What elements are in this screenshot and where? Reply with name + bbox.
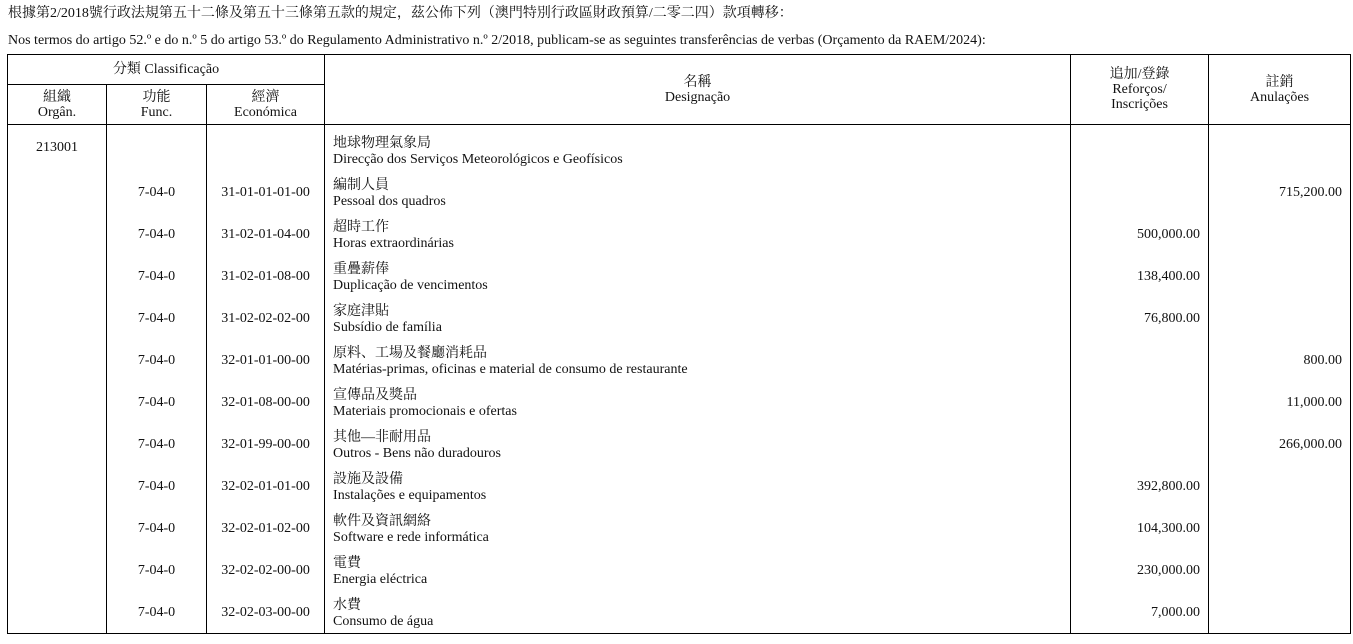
- designation-pt: Subsídio de família: [333, 319, 442, 335]
- organic-cell: [8, 297, 107, 339]
- annulment-amount: 715,200.00: [1209, 171, 1351, 213]
- reinforcements-header-pt2: Inscrições: [1111, 97, 1168, 112]
- organic-cell: [8, 381, 107, 423]
- economic-code: 32-02-01-02-00: [207, 507, 325, 549]
- designation-cell: [325, 591, 1071, 634]
- functional-code: 7-04-0: [107, 297, 207, 339]
- functional-code: 7-04-0: [107, 339, 207, 381]
- entity-annul-cell: [1209, 125, 1351, 171]
- reinforcement-amount: 138,400.00: [1071, 255, 1209, 297]
- organic-cell: [8, 213, 107, 255]
- designation-cell: [325, 549, 1071, 591]
- designation-zh: 原料、工場及餐廳消耗品: [333, 345, 488, 361]
- designation-header-zh: 名稱: [683, 74, 712, 90]
- organic-cell: [8, 255, 107, 297]
- economic-code: 31-02-02-02-00: [207, 297, 325, 339]
- reinforcements-header-pt1: Reforços/: [1112, 82, 1167, 97]
- table-row: [8, 549, 1351, 591]
- economic-header-zh: 經濟: [251, 89, 280, 105]
- functional-code: 7-04-0: [107, 213, 207, 255]
- functional-header-zh: 功能: [142, 89, 171, 105]
- designation-cell: [325, 339, 1071, 381]
- annulment-amount: [1209, 297, 1351, 339]
- reinforcement-amount: [1071, 339, 1209, 381]
- designation-zh: 家庭津貼: [333, 303, 390, 319]
- organic-header-zh: 組織: [43, 89, 71, 105]
- reinforcements-header-zh: 追加/登錄: [1109, 67, 1170, 82]
- reinforcements-header: [1071, 55, 1209, 125]
- organic-cell: [8, 549, 107, 591]
- designation-cell: [325, 171, 1071, 213]
- functional-code: 7-04-0: [107, 171, 207, 213]
- transfer-table: [7, 54, 1351, 634]
- annulment-amount: [1209, 591, 1351, 634]
- table-row: [8, 213, 1351, 255]
- entity-name-pt: Direcção dos Serviços Meteorológicos e Geofísicos: [333, 151, 623, 167]
- table-row: [8, 507, 1351, 549]
- organic-cell: [8, 507, 107, 549]
- table-row: [8, 255, 1351, 297]
- classification-header: 分類 Classificação: [8, 55, 325, 85]
- table-row: [8, 591, 1351, 634]
- designation-pt: Materiais promocionais e ofertas: [333, 403, 517, 419]
- reinforcement-amount: [1071, 423, 1209, 465]
- economic-header-pt: Económica: [234, 104, 297, 120]
- entity-name-zh: 地球物理氣象局: [333, 135, 432, 151]
- annulment-amount: 11,000.00: [1209, 381, 1351, 423]
- organic-header-pt: Orgân.: [37, 104, 77, 120]
- designation-pt: Instalações e equipamentos: [333, 487, 487, 503]
- designation-zh: 設施及設備: [333, 471, 404, 487]
- table-row: [8, 171, 1351, 213]
- economic-code: 32-02-03-00-00: [207, 591, 325, 634]
- organic-cell: [8, 465, 107, 507]
- organic-cell: [8, 339, 107, 381]
- economic-code: 32-02-01-01-00: [207, 465, 325, 507]
- table-row: [8, 423, 1351, 465]
- economic-code: 32-01-01-00-00: [207, 339, 325, 381]
- economic-header: [207, 85, 325, 125]
- designation-zh: 其他—非耐用品: [333, 429, 432, 445]
- economic-code: 31-02-01-08-00: [207, 255, 325, 297]
- designation-zh: 超時工作: [333, 219, 390, 235]
- intro-text-portuguese: Nos termos do artigo 52.º e do n.º 5 do artigo 53.º do Regulamento Administrativo n.º 2/2018, publicam-se as seguintes transferências de verbas (Orçamento da RAEM/2024):: [8, 33, 986, 48]
- entity-row: [8, 125, 1351, 171]
- functional-code: 7-04-0: [107, 591, 207, 634]
- annulments-header-pt: Anulações: [1249, 89, 1310, 105]
- intro-text-chinese: 根據第2/2018號行政法規第五十二條及第五十三條第五款的規定，茲公佈下列（澳門特別行政區財政預算/二零二四）款項轉移：: [8, 6, 793, 21]
- designation-zh: 宣傳品及獎品: [333, 387, 418, 403]
- annulment-amount: [1209, 465, 1351, 507]
- functional-header-pt: Func.: [140, 104, 173, 120]
- annulment-amount: 266,000.00: [1209, 423, 1351, 465]
- designation-zh: 電費: [333, 555, 362, 571]
- entity-func-cell: [107, 125, 207, 171]
- table-row: [8, 339, 1351, 381]
- economic-code: 32-01-08-00-00: [207, 381, 325, 423]
- annulments-header-zh: 註銷: [1265, 74, 1294, 90]
- reinforcement-amount: 76,800.00: [1071, 297, 1209, 339]
- functional-code: 7-04-0: [107, 465, 207, 507]
- designation-cell: [325, 381, 1071, 423]
- reinforcement-amount: [1071, 381, 1209, 423]
- entity-reinforce-cell: [1071, 125, 1209, 171]
- designation-zh: 編制人員: [333, 177, 390, 193]
- annulments-header: [1209, 55, 1351, 125]
- economic-code: 32-01-99-00-00: [207, 423, 325, 465]
- designation-cell: [325, 297, 1071, 339]
- designation-cell: [325, 213, 1071, 255]
- annulment-amount: 800.00: [1209, 339, 1351, 381]
- economic-code: 31-02-01-04-00: [207, 213, 325, 255]
- entity-econ-cell: [207, 125, 325, 171]
- reinforcement-amount: 500,000.00: [1071, 213, 1209, 255]
- designation-header-pt: Designação: [664, 89, 731, 105]
- reinforcement-amount: 230,000.00: [1071, 549, 1209, 591]
- functional-code: 7-04-0: [107, 381, 207, 423]
- annulment-amount: [1209, 213, 1351, 255]
- designation-pt: Consumo de água: [333, 614, 434, 629]
- annulment-amount: [1209, 255, 1351, 297]
- reinforcement-amount: 104,300.00: [1071, 507, 1209, 549]
- organic-cell: [8, 423, 107, 465]
- designation-zh: 重疊薪俸: [333, 261, 390, 277]
- entity-code: 213001: [8, 125, 107, 171]
- designation-pt: Energia eléctrica: [333, 571, 428, 587]
- table-row: [8, 381, 1351, 423]
- table-row: [8, 465, 1351, 507]
- designation-pt: Matérias-primas, oficinas e material de consumo de restaurante: [333, 361, 688, 377]
- organic-cell: [8, 591, 107, 634]
- functional-code: 7-04-0: [107, 423, 207, 465]
- entity-name: [325, 125, 1071, 171]
- reinforcement-amount: 392,800.00: [1071, 465, 1209, 507]
- economic-code: 31-01-01-01-00: [207, 171, 325, 213]
- functional-header: [107, 85, 207, 125]
- designation-pt: Duplicação de vencimentos: [333, 277, 488, 293]
- reinforcement-amount: 7,000.00: [1071, 591, 1209, 634]
- functional-code: 7-04-0: [107, 255, 207, 297]
- table-row: [8, 297, 1351, 339]
- reinforcement-amount: [1071, 171, 1209, 213]
- designation-cell: [325, 465, 1071, 507]
- organic-header: [8, 85, 107, 125]
- designation-cell: [325, 255, 1071, 297]
- organic-cell: [8, 171, 107, 213]
- designation-header: [325, 55, 1071, 125]
- functional-code: 7-04-0: [107, 549, 207, 591]
- designation-cell: [325, 423, 1071, 465]
- designation-zh: 軟件及資訊網絡: [333, 513, 432, 529]
- designation-pt: Outros - Bens não duradouros: [333, 445, 502, 461]
- annulment-amount: [1209, 549, 1351, 591]
- annulment-amount: [1209, 507, 1351, 549]
- designation-pt: Software e rede informática: [333, 529, 489, 545]
- designation-pt: Pessoal dos quadros: [333, 193, 446, 209]
- designation-zh: 水費: [333, 598, 362, 613]
- designation-pt: Horas extraordinárias: [333, 235, 454, 251]
- economic-code: 32-02-02-00-00: [207, 549, 325, 591]
- designation-cell: [325, 507, 1071, 549]
- functional-code: 7-04-0: [107, 507, 207, 549]
